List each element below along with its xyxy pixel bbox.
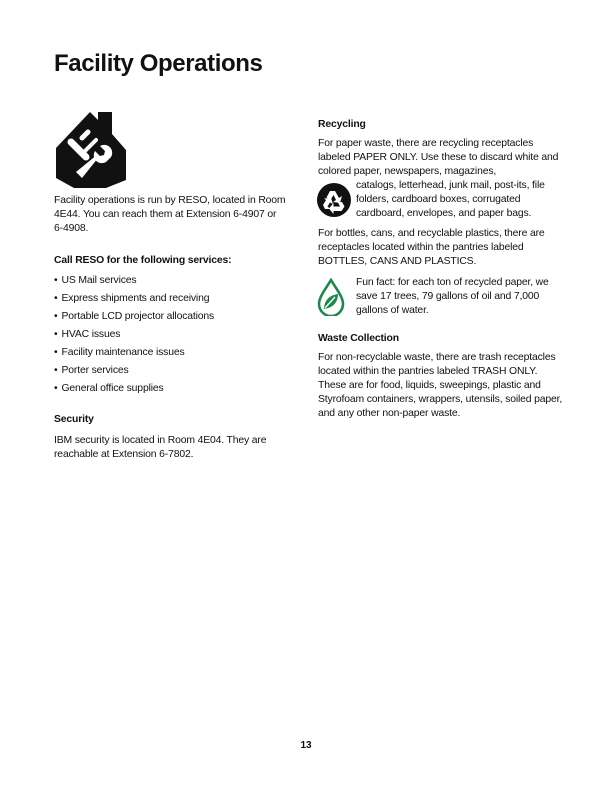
intro-text: Facility operations is run by RESO, located in Room 4E44. You can reach them at Extension 6-4907 or 6-4908. xyxy=(54,195,286,234)
fun-fact xyxy=(318,276,563,318)
page-title: Facility Operations xyxy=(54,50,263,77)
list-item: • Portable LCD projector allocations xyxy=(54,310,286,324)
recycling-items-text: catalogs, letterhead, junk mail, post-its, file folders, cardboard boxes, corrugated cardboard, envelopes, and paper bags. xyxy=(356,180,545,219)
tools-house-icon xyxy=(54,110,126,188)
list-item: • HVAC issues xyxy=(54,328,286,342)
list-item: • US Mail services xyxy=(54,274,286,288)
left-column xyxy=(54,110,286,462)
recycling-items xyxy=(318,179,563,221)
security-heading: Security xyxy=(54,414,94,425)
waste-text: For non-recyclable waste, there are trash receptacles located within the pantries labeled TRASH ONLY. These are for food, liquids, sweepings, plastic and Styrofoam containers, wrappers, utensils, soiled paper, and any other non-paper waste. xyxy=(318,352,563,419)
list-item: • Express shipments and receiving xyxy=(54,292,286,306)
page-number: 13 xyxy=(300,740,312,751)
list-item: • Facility maintenance issues xyxy=(54,346,286,360)
recycling-text: For paper waste, there are recycling receptacles labeled PAPER ONLY. Use these to discard white and colored paper, newspapers, magazines, xyxy=(318,138,559,177)
waste-heading: Waste Collection xyxy=(318,333,399,344)
recycling-heading: Recycling xyxy=(318,119,366,130)
leaf-drop-icon xyxy=(316,278,346,316)
security-text: IBM security is located in Room 4E04. They are reachable at Extension 6-7802. xyxy=(54,435,267,460)
services-list xyxy=(54,274,286,396)
list-item: • Porter services xyxy=(54,364,286,378)
right-column xyxy=(318,118,563,421)
list-item: • General office supplies xyxy=(54,382,286,396)
fun-fact-text: Fun fact: for each ton of recycled paper, we save 17 trees, 79 gallons of oil and 7,000 gallons of water. xyxy=(356,277,549,316)
bottles-text: For bottles, cans, and recyclable plastics, there are receptacles located within the pantries labeled BOTTLES, CANS AND PLASTICS. xyxy=(318,228,545,267)
services-heading: Call RESO for the following services: xyxy=(54,255,232,266)
recycle-icon xyxy=(316,182,352,218)
